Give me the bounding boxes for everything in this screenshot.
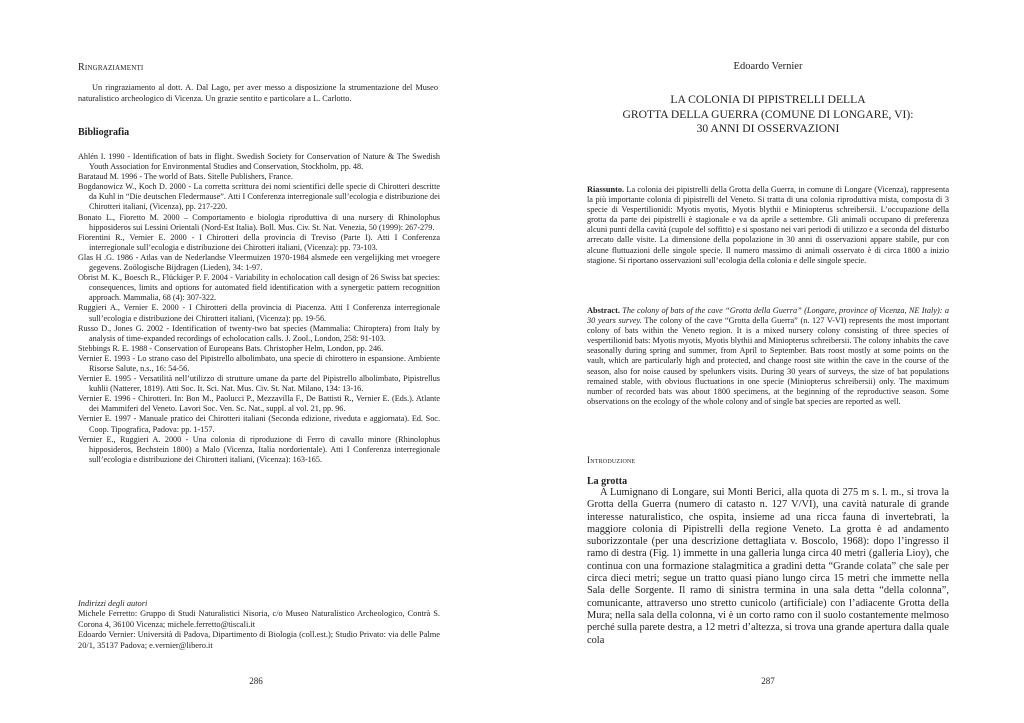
ack-text: Un ringraziamento al dott. A. Dal Lago, per aver messo a disposizione la strumentazione del Museo naturalistico archeologico di Vicenza. Un grazie sentito e particolare a L. Carlotto. (78, 83, 438, 103)
abstract-label: Abstract. (587, 306, 620, 315)
bibliography-entry: Vernier E. 1997 - Manuale pratico dei Chirotteri italiani (Seconda edizione, riveduta e aggiornata). Ed. Soc. Coop. Tipografica, Padova: pp. 1-157. (78, 414, 440, 434)
article-author: Edoardo Vernier (733, 61, 803, 72)
bibliography-entry: Barataud M. 1996 - The world of Bats. Sitelle Publishers, France. (78, 172, 293, 182)
bibliography-entry: Vernier E. 1995 - Versatilità nell’utilizzo di strutture umane da parte del Pipistrello albolimbato, Pipistrellus kuhlii (Natterer, 1819). Atti Soc. It. Sci. Nat. Mus. Civ. St. Nat. Milano, 134: 13-16. (78, 374, 440, 394)
page-number-right: 287 (761, 676, 775, 686)
bibliography-entry: Vernier E. 1996 - Chirotteri. In: Bon M., Paolucci P., Mezzavilla F., De Battisti R., Vernier E. (Eds.). Atlante dei Mammiferi del Veneto. Lavori Soc. Ven. Sc. Nat., suppl. al vol. 21, pp. 96. (78, 394, 440, 414)
riassunto-text: La colonia dei pipistrelli della Grotta della Guerra, in comune di Longare (Vicenza), rappresenta la più importante colonia di pipistrelli del Veneto. Si tratta di una colonia riproduttiva mista, composta di 3 specie di Vespertilionidi: Myotis myotis, Myotis blythii e Miniopterus schreibersii. L’occupazione della grotta da parte dei pipistrelli è stagionale e va da aprile a settembre. Gli animali occupano di preferenza alcuni punti della cavità (cupole del soffitto) e si spostano nei vari periodi di utilizzo e a seconda del disturbo arrecato dalle visite. La dimensione della popolazione in 30 anni di osservazioni appare stabile, pur con alcune fluttuazioni delle singole specie. Il numero massimo di animali osservato è di circa 1800 a inizio stagione. Si riportano osservazioni sull’ecologia della colonia e delle singole specie. (587, 185, 949, 265)
riassunto-label: Riassunto. (587, 185, 625, 194)
bibliography-entry: Ahlén I. 1990 - Identification of bats in flight. Swedish Society for Conservation of Nature & The Swedish Youth Association for Environmental Studies and Conservation, Stockholm, pp. 48. (78, 152, 440, 172)
grotta-heading: La grotta (587, 476, 628, 487)
author-address: Michele Ferretto: Gruppo di Studi Naturalistici Nisoria, c/o Museo Naturalistico Archeologico, Contrà S. Corona 4, 36100 Vicenza; michele.ferretto@tiscali.it (78, 609, 440, 629)
right-page (512, 0, 1024, 723)
title-line: LA COLONIA DI PIPISTRELLI DELLA (670, 93, 866, 106)
addresses-heading: Indirizzi degli autori (78, 599, 148, 608)
bibliography-list (78, 152, 440, 465)
bibliography-entry: Bonato L., Fioretto M. 2000 – Comportamento e biologia riproduttiva di una nursery di Rhinolophus hipposideros sui Lessini Orientali (Nord-Est Italia). Boll. Mus. Civ. St. Nat. Venezia, 50 (1999): 267-279. (78, 212, 440, 232)
abstract-title: The colony of bats of the cave “Grotta della Guerra” (Longare, province of Vicenza, NE Italy): a 30 years survey. (587, 306, 949, 326)
bibliography-entry: Vernier E. 1993 - Lo strano caso del Pipistrello albolimbato, una specie di chirottero in espansione. Ambiente Risorse Salute, n.s., 16: 54-56. (78, 353, 440, 373)
title-line: 30 ANNI DI OSSERVAZIONI (696, 122, 840, 135)
riassunto-paragraph (587, 185, 949, 266)
author-address: Edoardo Vernier: Università di Padova, Dipartimento di Biologia (coll.est.); Studio Privato: via delle Palme 20/1, 35137 Padova; e.vernier@libero.it (78, 630, 440, 650)
bibliography-entry: Vernier E., Ruggieri A. 2000 - Una colonia di riproduzione di Ferro di cavallo minore (Rhinolophus hipposideros, Bechstein 1800) a Malo (Vicenza, Italia nordorientale). Atti I Conferenza interregionale sull’ecologia e distribuzione dei Chirotteri italiani, (Vicenza): 163-165. (78, 434, 440, 464)
abstract-paragraph (587, 306, 949, 407)
ack-heading: Ringraziamenti (78, 62, 144, 73)
title-line: GROTTA DELLA GUERRA (COMUNE DI LONGARE, VI): (622, 107, 914, 121)
bibliography-heading: Bibliografia (78, 127, 130, 138)
bibliography-entry: Fiorentini R., Vernier E. 2000 - I Chirotteri della provincia di Treviso (Parte I). Atti I Conferenza interregionale sull’ecologia e distribuzione dei Chirotteri italiani, (Vicenza): pp. 73-103. (78, 232, 440, 252)
article-title (512, 93, 1024, 137)
bibliography-entry: Ruggieri A., Vernier E. 2000 - I Chirotteri della provincia di Piacenza. Atti I Conferenza interregionale sull’ecologia e distribuzione dei Chirotteri italiani, (Vicenza): pp. 19-56. (78, 303, 440, 323)
bibliography-entry: Bogdanowicz W., Koch D. 2000 - La corretta scrittura dei nomi scientifici delle specie di Chirotteri descritte da Kuhl in “Die deutschen Fledermause”. Atti I Conferenza interregionale sull’ecologia e distribuzione dei Chirotteri italiani, (Vicenza), pp. 217-220. (78, 182, 440, 212)
bibliography-entry: Stebbings R. E. 1988 - Conservation of Europeans Bats. Christopher Helm, London, pp. 246. (78, 343, 384, 353)
bibliography-entry: Glas H .G. 1986 - Atlas van de Nederlandse Vleermuizen 1970-1984 alsmede een vergelijking met vroegere gegevens. Zoölogische Bijdragen (Lieden), 34: 1-97. (78, 252, 440, 273)
abstract-text: The colony of the cave “Grotta della Guerra” (n. 127 V-VI) represents the most important colony of bats within the Veneto region. It is a mixed nursery colony consisting of three species of vespertilionid bats: Myotis myotis, Myotis blythii and Miniopterus schreibersii. The colony inhabits the cave seasonally during spring and summer, from April to September. Bats roost mostly at some points on the vault, which are particularly high and protected, and change roost site within the cave in the course of the season, also for noise caused by spelunkers visits. During 30 years of surveys, the size of bat populations remained stable, with obvious fluctuations in one specie (Miniopterus schreibersii) only. The maximum number of recorded bats was about 1800 specimens, at the beginning of the reproductive season. Some observations on the ecology of the whole colony and of single bat species are reported as well. (587, 316, 949, 406)
addresses-list (78, 609, 440, 651)
grotta-text: A Lumignano di Longare, sui Monti Berici, alla quota di 275 m s. l. m., si trova la Grotta della Guerra (numero di catasto n. 127 V/VI), una cavità naturale di grande interesse naturalistico, che ospita, insieme ad una ricca fauna di invertebrati, la maggiore colonia di Pipistrelli della regione Veneto. La grotta è ad andamento suborizzontale (per una descrizione dettagliata v. Boscolo, 1968): dopo l’ingresso il ramo di destra (Fig. 1) immette in una galleria lunga circa 40 metri (galleria Lioy), che continua con una formazione stalagmitica a gradini detta “Grande colata” che sale per circa dieci metri; segue un tratto quasi piano lungo circa 15 metri che immette nella Sala delle Sorgente. Il ramo di sinistra termina in una sala detta “della colonna”, comunicante, attraverso uno stretto cunicolo (artificiale) con l’adiacente Grotta della Mura; nella sala della colonna, vi è un corto ramo con il suolo costantemente melmoso perché sulla parete destra, a 12 metri d’altezza, si trova una grande apertura dalla quale cola (587, 487, 949, 646)
page-number-left: 286 (249, 676, 263, 686)
bibliography-entry: Obrist M. K., Boesch R., Flückiger P. F. 2004 - Variability in echolocation call design of 26 Swiss bat species: consequences, limits and options for automated field identification with a synergetic pattern recognition approach. Mammalia, 68 (4): 307-322. (78, 273, 440, 303)
bibliography-entry: Russo D., Jones G. 2002 - Identification of twenty-two bat species (Mammalia: Chiroptera) from Italy by analysis of time-expanded recordings of echolocation calls. J. Zool., London, 258: 91-103. (78, 323, 440, 343)
intro-heading: Introduzione (587, 455, 636, 465)
